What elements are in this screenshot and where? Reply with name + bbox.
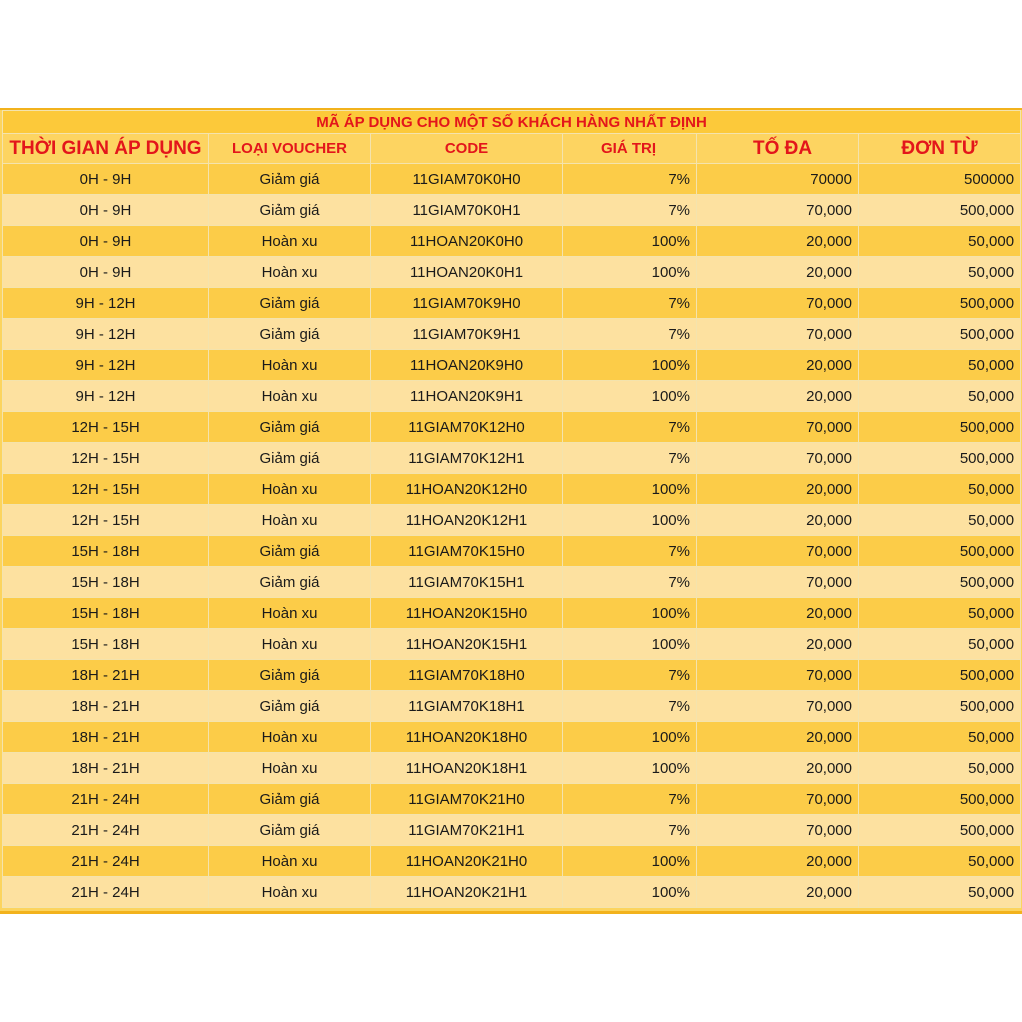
- cell-code: 11HOAN20K18H1: [371, 753, 563, 784]
- cell-time: 12H - 15H: [3, 505, 209, 536]
- cell-code: 11HOAN20K15H1: [371, 629, 563, 660]
- cell-voucher-type: Giảm giá: [209, 319, 371, 350]
- cell-min-order: 500,000: [859, 660, 1021, 691]
- cell-max: 70,000: [697, 536, 859, 567]
- table-row: [3, 877, 1021, 908]
- table-row: [3, 164, 1021, 195]
- cell-value: 7%: [563, 691, 697, 722]
- cell-min-order: 50,000: [859, 350, 1021, 381]
- cell-time: 18H - 21H: [3, 660, 209, 691]
- cell-max: 20,000: [697, 598, 859, 629]
- table-row: [3, 474, 1021, 505]
- cell-min-order: 50,000: [859, 877, 1021, 908]
- cell-time: 15H - 18H: [3, 598, 209, 629]
- cell-max: 20,000: [697, 722, 859, 753]
- cell-min-order: 50,000: [859, 629, 1021, 660]
- cell-voucher-type: Giảm giá: [209, 536, 371, 567]
- cell-time: 18H - 21H: [3, 753, 209, 784]
- cell-voucher-type: Hoàn xu: [209, 226, 371, 257]
- table-row: [3, 412, 1021, 443]
- cell-value: 7%: [563, 567, 697, 598]
- cell-code: 11GIAM70K21H0: [371, 784, 563, 815]
- cell-max: 70,000: [697, 288, 859, 319]
- table-body: [3, 164, 1021, 908]
- cell-code: 11GIAM70K18H0: [371, 660, 563, 691]
- cell-max: 70000: [697, 164, 859, 195]
- cell-max: 20,000: [697, 629, 859, 660]
- cell-voucher-type: Hoàn xu: [209, 474, 371, 505]
- cell-value: 100%: [563, 257, 697, 288]
- cell-voucher-type: Giảm giá: [209, 288, 371, 319]
- cell-max: 20,000: [697, 381, 859, 412]
- table-row: [3, 753, 1021, 784]
- table-row: [3, 567, 1021, 598]
- cell-time: 21H - 24H: [3, 784, 209, 815]
- cell-voucher-type: Hoàn xu: [209, 846, 371, 877]
- table-row: [3, 195, 1021, 226]
- cell-max: 70,000: [697, 567, 859, 598]
- table-row: [3, 505, 1021, 536]
- cell-value: 100%: [563, 505, 697, 536]
- cell-code: 11HOAN20K9H0: [371, 350, 563, 381]
- cell-voucher-type: Hoàn xu: [209, 257, 371, 288]
- cell-min-order: 500,000: [859, 412, 1021, 443]
- cell-time: 21H - 24H: [3, 846, 209, 877]
- cell-value: 7%: [563, 443, 697, 474]
- cell-time: 0H - 9H: [3, 226, 209, 257]
- cell-voucher-type: Hoàn xu: [209, 753, 371, 784]
- cell-code: 11GIAM70K15H0: [371, 536, 563, 567]
- cell-voucher-type: Giảm giá: [209, 784, 371, 815]
- cell-max: 20,000: [697, 877, 859, 908]
- cell-code: 11HOAN20K18H0: [371, 722, 563, 753]
- header-code: CODE: [371, 134, 563, 164]
- cell-code: 11HOAN20K12H0: [371, 474, 563, 505]
- table-row: [3, 722, 1021, 753]
- table-row: [3, 350, 1021, 381]
- table-row: [3, 319, 1021, 350]
- cell-max: 20,000: [697, 350, 859, 381]
- cell-time: 0H - 9H: [3, 164, 209, 195]
- cell-max: 20,000: [697, 753, 859, 784]
- cell-time: 0H - 9H: [3, 257, 209, 288]
- cell-voucher-type: Hoàn xu: [209, 877, 371, 908]
- table-row: [3, 691, 1021, 722]
- table-row: [3, 846, 1021, 877]
- cell-value: 100%: [563, 474, 697, 505]
- cell-voucher-type: Hoàn xu: [209, 629, 371, 660]
- cell-min-order: 500,000: [859, 443, 1021, 474]
- cell-min-order: 500,000: [859, 691, 1021, 722]
- cell-value: 7%: [563, 412, 697, 443]
- cell-max: 20,000: [697, 505, 859, 536]
- cell-max: 20,000: [697, 257, 859, 288]
- cell-time: 18H - 21H: [3, 691, 209, 722]
- cell-voucher-type: Hoàn xu: [209, 381, 371, 412]
- cell-value: 100%: [563, 226, 697, 257]
- cell-max: 70,000: [697, 443, 859, 474]
- cell-value: 7%: [563, 815, 697, 846]
- table-row: [3, 660, 1021, 691]
- cell-code: 11HOAN20K9H1: [371, 381, 563, 412]
- table-row: [3, 257, 1021, 288]
- cell-code: 11GIAM70K12H0: [371, 412, 563, 443]
- cell-min-order: 500,000: [859, 784, 1021, 815]
- cell-min-order: 500000: [859, 164, 1021, 195]
- cell-max: 70,000: [697, 660, 859, 691]
- cell-code: 11GIAM70K9H1: [371, 319, 563, 350]
- header-time: THỜI GIAN ÁP DỤNG: [3, 134, 209, 164]
- cell-time: 18H - 21H: [3, 722, 209, 753]
- cell-time: 9H - 12H: [3, 288, 209, 319]
- cell-min-order: 500,000: [859, 567, 1021, 598]
- cell-code: 11HOAN20K12H1: [371, 505, 563, 536]
- cell-min-order: 50,000: [859, 722, 1021, 753]
- table-row: [3, 381, 1021, 412]
- cell-value: 7%: [563, 319, 697, 350]
- header-min-order: ĐƠN TỪ: [859, 134, 1021, 164]
- cell-max: 70,000: [697, 412, 859, 443]
- cell-min-order: 500,000: [859, 288, 1021, 319]
- cell-value: 7%: [563, 288, 697, 319]
- header-max: TỐ ĐA: [697, 134, 859, 164]
- cell-time: 21H - 24H: [3, 877, 209, 908]
- cell-min-order: 50,000: [859, 381, 1021, 412]
- table-row: [3, 288, 1021, 319]
- cell-min-order: 50,000: [859, 753, 1021, 784]
- cell-time: 9H - 12H: [3, 381, 209, 412]
- header-value: GIÁ TRỊ: [563, 134, 697, 164]
- cell-max: 20,000: [697, 846, 859, 877]
- cell-min-order: 50,000: [859, 257, 1021, 288]
- header-voucher-type: LOẠI VOUCHER: [209, 134, 371, 164]
- cell-max: 70,000: [697, 691, 859, 722]
- cell-max: 70,000: [697, 815, 859, 846]
- cell-code: 11GIAM70K12H1: [371, 443, 563, 474]
- cell-voucher-type: Giảm giá: [209, 164, 371, 195]
- cell-min-order: 500,000: [859, 815, 1021, 846]
- cell-voucher-type: Giảm giá: [209, 412, 371, 443]
- cell-value: 7%: [563, 195, 697, 226]
- cell-value: 100%: [563, 753, 697, 784]
- cell-time: 9H - 12H: [3, 350, 209, 381]
- cell-min-order: 50,000: [859, 505, 1021, 536]
- cell-min-order: 500,000: [859, 536, 1021, 567]
- cell-code: 11GIAM70K9H0: [371, 288, 563, 319]
- cell-time: 15H - 18H: [3, 567, 209, 598]
- cell-min-order: 500,000: [859, 195, 1021, 226]
- cell-value: 100%: [563, 381, 697, 412]
- cell-value: 7%: [563, 164, 697, 195]
- table-row: [3, 598, 1021, 629]
- cell-min-order: 50,000: [859, 226, 1021, 257]
- table-row: [3, 629, 1021, 660]
- cell-time: 15H - 18H: [3, 629, 209, 660]
- cell-code: 11HOAN20K15H0: [371, 598, 563, 629]
- cell-code: 11HOAN20K21H1: [371, 877, 563, 908]
- cell-code: 11HOAN20K21H0: [371, 846, 563, 877]
- cell-code: 11HOAN20K0H0: [371, 226, 563, 257]
- header-row: [3, 134, 1021, 164]
- cell-value: 100%: [563, 722, 697, 753]
- cell-value: 100%: [563, 629, 697, 660]
- voucher-sheet: [0, 108, 1022, 914]
- cell-value: 7%: [563, 536, 697, 567]
- cell-max: 20,000: [697, 474, 859, 505]
- cell-code: 11GIAM70K0H0: [371, 164, 563, 195]
- cell-value: 7%: [563, 784, 697, 815]
- cell-code: 11GIAM70K18H1: [371, 691, 563, 722]
- cell-value: 100%: [563, 350, 697, 381]
- cell-value: 100%: [563, 598, 697, 629]
- cell-min-order: 50,000: [859, 598, 1021, 629]
- cell-time: 12H - 15H: [3, 443, 209, 474]
- cell-voucher-type: Hoàn xu: [209, 350, 371, 381]
- cell-voucher-type: Hoàn xu: [209, 722, 371, 753]
- cell-voucher-type: Giảm giá: [209, 195, 371, 226]
- cell-voucher-type: Hoàn xu: [209, 505, 371, 536]
- cell-voucher-type: Giảm giá: [209, 815, 371, 846]
- cell-value: 7%: [563, 660, 697, 691]
- cell-value: 100%: [563, 846, 697, 877]
- cell-min-order: 50,000: [859, 474, 1021, 505]
- cell-voucher-type: Giảm giá: [209, 443, 371, 474]
- cell-time: 9H - 12H: [3, 319, 209, 350]
- table-title: MÃ ÁP DỤNG CHO MỘT SỐ KHÁCH HÀNG NHẤT ĐỊNH: [3, 111, 1021, 134]
- cell-code: 11GIAM70K15H1: [371, 567, 563, 598]
- cell-time: 0H - 9H: [3, 195, 209, 226]
- cell-time: 21H - 24H: [3, 815, 209, 846]
- cell-max: 70,000: [697, 195, 859, 226]
- cell-max: 70,000: [697, 784, 859, 815]
- table-row: [3, 443, 1021, 474]
- table-row: [3, 536, 1021, 567]
- title-row: [3, 111, 1021, 134]
- cell-max: 20,000: [697, 226, 859, 257]
- cell-voucher-type: Giảm giá: [209, 567, 371, 598]
- cell-time: 12H - 15H: [3, 412, 209, 443]
- cell-voucher-type: Hoàn xu: [209, 598, 371, 629]
- table-row: [3, 784, 1021, 815]
- table-row: [3, 226, 1021, 257]
- cell-time: 15H - 18H: [3, 536, 209, 567]
- table-row: [3, 815, 1021, 846]
- cell-code: 11GIAM70K0H1: [371, 195, 563, 226]
- cell-voucher-type: Giảm giá: [209, 660, 371, 691]
- cell-min-order: 50,000: [859, 846, 1021, 877]
- cell-code: 11GIAM70K21H1: [371, 815, 563, 846]
- cell-value: 100%: [563, 877, 697, 908]
- cell-code: 11HOAN20K0H1: [371, 257, 563, 288]
- voucher-table: [2, 110, 1021, 908]
- cell-time: 12H - 15H: [3, 474, 209, 505]
- cell-min-order: 500,000: [859, 319, 1021, 350]
- cell-max: 70,000: [697, 319, 859, 350]
- cell-voucher-type: Giảm giá: [209, 691, 371, 722]
